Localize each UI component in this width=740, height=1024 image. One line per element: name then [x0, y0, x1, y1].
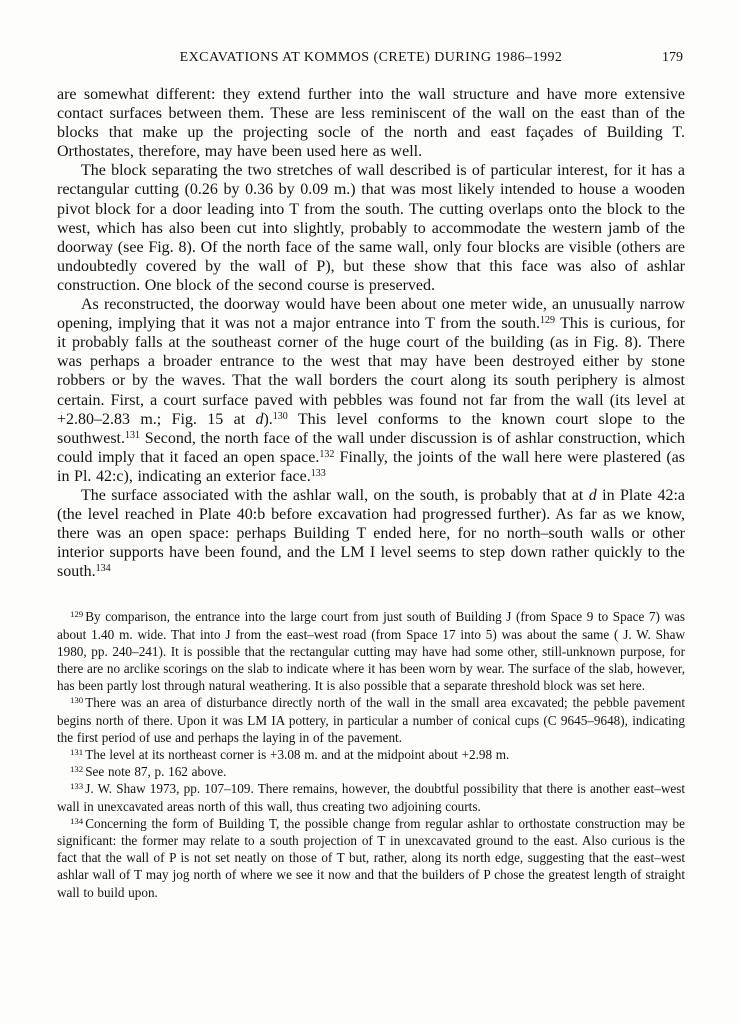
- footnote-number: 130: [70, 695, 84, 706]
- footnote-number: 133: [70, 781, 84, 792]
- body-paragraph: [57, 486, 685, 581]
- footnote-number: 131: [70, 747, 84, 758]
- footnote-reference: 129: [540, 315, 556, 327]
- footnote: [57, 763, 685, 780]
- body-text: [57, 85, 685, 581]
- page-header: [57, 50, 685, 70]
- footnote: [57, 815, 685, 901]
- footnote-reference: 133: [310, 467, 326, 479]
- text-run: This level conforms to the known court slope to the southwest.: [57, 410, 685, 447]
- text-run: Concerning the form of Building T, the possible change from regular ashlar to orthostate construction may be significant: the former may relate to a south projection of T in unexcavated ground to the east. Also curious is the fact that the wall of P is not set neatly on those of T but, rather, along its north edge, suggesting that the east–west ashlar wall of T may jog north of where we see it now and that the builders of P chose the greatest length of straight wall to build upon.: [57, 815, 685, 900]
- footnote: [57, 780, 685, 814]
- footnote-reference: 134: [95, 563, 111, 575]
- text-run: Second, the north face of the wall under discussion is of ashlar construction, which could imply that it faced an open space.: [57, 429, 685, 466]
- text-run: J. W. Shaw 1973, pp. 107–109. There remains, however, the doubtful possibility that there is another east–west wall in unexcavated areas north of this wall, thus creating two adjoining courts.: [57, 781, 685, 814]
- text-run: Finally, the joints of the wall here were plastered (as in Pl. 42:c), indicating an exterior face.: [57, 448, 685, 485]
- footnote-number: 134: [70, 815, 84, 826]
- footnote-reference: 131: [125, 429, 140, 441]
- footnotes: [57, 608, 685, 900]
- text-run: The surface associated with the ashlar wall, on the south, is probably that at: [81, 486, 589, 504]
- footnote-reference: 130: [272, 410, 288, 422]
- text-run: are somewhat different: they extend further into the wall structure and have more extensive contact surfaces between them. These are less reminiscent of the wall on the east than of the blocks that make up the projecting socle of the north and east façades of Building T. Orthostates, therefore, may have been used here as well.: [57, 86, 685, 161]
- body-paragraph: [57, 161, 685, 295]
- page-number: 179: [662, 50, 683, 65]
- footnote: [57, 746, 685, 763]
- text-run: There was an area of disturbance directly north of the wall in the small area excavated; the pebble pavement begins north of there. Upon it was LM IA pottery, in particular a number of conical cups (C 9645–9648), indicating the first period of use and perhaps the laying in of the pavement.: [57, 695, 685, 745]
- body-paragraph: [57, 85, 685, 161]
- text-run: ).: [263, 410, 273, 428]
- italic-text: d: [588, 486, 597, 504]
- footnote-reference: 132: [319, 448, 335, 460]
- text-run: The block separating the two stretches of wall described is of particular interest, for it has a rectangular cutting (0.26 by 0.36 by 0.09 m.) that was most likely intended to house a wooden pivot block for a door leading into T from the south. The cutting overlaps onto the block to the west, which has also been cut into slightly, probably to accommodate the western jamb of the doorway (see Fig. 8). Of the north face of the same wall, only four blocks are visible (others are undoubtedly covered by the wall of P), but these show that this face was also of ashlar construction. One block of the second course is preserved.: [57, 162, 685, 294]
- footnote: [57, 694, 685, 746]
- body-paragraph: [57, 295, 685, 486]
- footnote-number: 129: [70, 609, 84, 620]
- text-run: The level at its northeast corner is +3.08 m. and at the midpoint about +2.98 m.: [85, 747, 510, 763]
- text-run: See note 87, p. 162 above.: [85, 764, 227, 780]
- text-run: This is curious, for it probably falls at the southeast corner of the huge court of the building (as in Fig. 8). There was perhaps a broader entrance to the west that may have been destroyed either by stone robbers or by the waves. That the wall borders the court along its south periphery is almost certain. First, a court surface paved with pebbles was found not far from the wall (its level at +2.80–2.83 m.; Fig. 15 at: [57, 315, 685, 428]
- text-run: As reconstructed, the doorway would have been about one meter wide, an unusually narrow opening, implying that it was not a major entrance into T from the south.: [57, 296, 685, 333]
- running-head-title: EXCAVATIONS AT KOMMOS (CRETE) DURING 1986–1992: [179, 50, 563, 65]
- italic-text: d: [255, 410, 264, 428]
- text-run: By comparison, the entrance into the large court from just south of Building J (from Space 9 to Space 7) was about 1.40 m. wide. That into J from the east–west road (from Space 17 into 5) was about the same ( J. W. Shaw 1980, pp. 240–241). It is possible that the rectangular cutting may have had some other, still-unknown purpose, for there are no arclike scorings on the slab to indicate where it has been worn by wear. The surface of the slab, however, has been partly lost through natural weathering. It is also possible that a separate threshold block was set here.: [57, 609, 685, 694]
- footnote-number: 132: [70, 764, 84, 775]
- text-run: in Plate 42:a (the level reached in Plate 40:b before excavation had progressed further). As far as we know, there was an open space: perhaps Building T ended here, for no north–south walls or other interior supports have been found, and the LM I level seems to step down rather quickly to the south.: [57, 486, 685, 581]
- footnote: [57, 608, 685, 694]
